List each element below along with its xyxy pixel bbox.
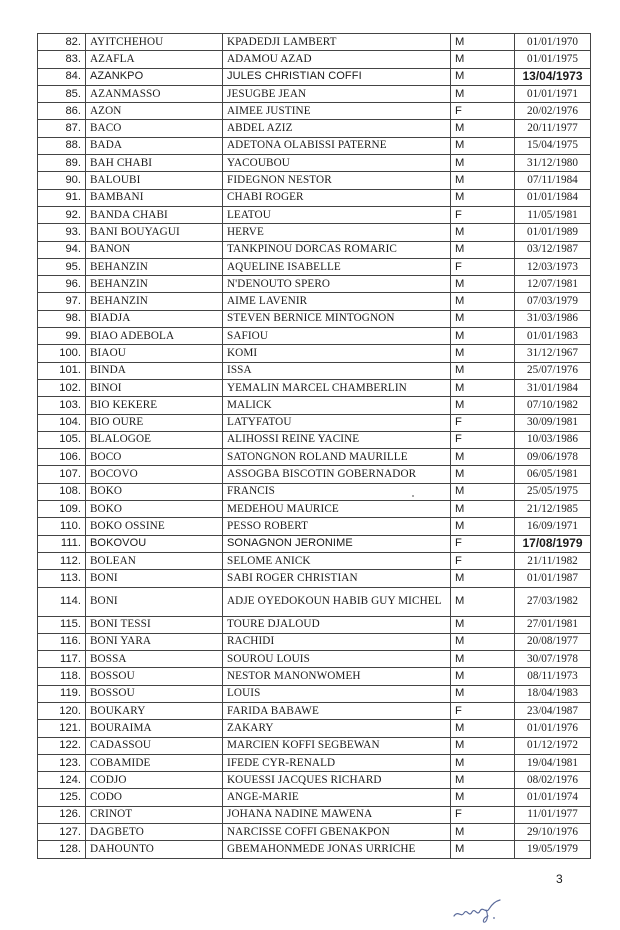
given-names-cell: NESTOR MANONWOMEH (223, 668, 451, 685)
surname-cell: AZANMASSO (86, 85, 223, 102)
row-number: 123. (38, 754, 86, 771)
given-names-cell: SELOME ANICK (223, 552, 451, 569)
row-number: 120. (38, 702, 86, 719)
birth-date-cell: 01/01/1975 (515, 51, 591, 68)
surname-cell: AZAFLA (86, 51, 223, 68)
sex-cell: M (451, 379, 515, 396)
given-names-cell: HERVE (223, 224, 451, 241)
row-number: 127. (38, 824, 86, 841)
sex-cell: F (451, 258, 515, 275)
given-names-cell: ADJE OYEDOKOUN HABIB GUY MICHEL (223, 587, 451, 616)
given-names-cell: ISSA (223, 362, 451, 379)
row-number: 122. (38, 737, 86, 754)
given-names-cell: TOURE DJALOUD (223, 616, 451, 633)
row-number: 128. (38, 841, 86, 858)
surname-cell: BONI (86, 587, 223, 616)
table-row (38, 34, 591, 51)
birth-date-cell: 31/01/1984 (515, 379, 591, 396)
sex-cell: M (451, 483, 515, 500)
given-names-cell: ASSOGBA BISCOTIN GOBERNADOR (223, 466, 451, 483)
birth-date-cell: 12/07/1981 (515, 276, 591, 293)
table-row (38, 806, 591, 823)
sex-cell: M (451, 68, 515, 85)
row-number: 101. (38, 362, 86, 379)
surname-cell: DAGBETO (86, 824, 223, 841)
table-row (38, 137, 591, 154)
surname-cell: BOKO OSSINE (86, 518, 223, 535)
table-row (38, 68, 591, 85)
row-number: 119. (38, 685, 86, 702)
table-row (38, 685, 591, 702)
given-names-cell: KOMI (223, 345, 451, 362)
row-number: 118. (38, 668, 86, 685)
given-names-cell: JULES CHRISTIAN COFFI (223, 68, 451, 85)
given-names-cell: KOUESSI JACQUES RICHARD (223, 772, 451, 789)
sex-cell: M (451, 518, 515, 535)
row-number: 100. (38, 345, 86, 362)
surname-cell: BEHANZIN (86, 293, 223, 310)
surname-cell: BACO (86, 120, 223, 137)
birth-date-cell: 06/05/1981 (515, 466, 591, 483)
sex-cell: M (451, 824, 515, 841)
table-row (38, 362, 591, 379)
given-names-cell: ALIHOSSI REINE YACINE (223, 431, 451, 448)
table-row (38, 258, 591, 275)
table-row (38, 841, 591, 858)
given-names-cell: SATONGNON ROLAND MAURILLE (223, 449, 451, 466)
birth-date-cell: 12/03/1973 (515, 258, 591, 275)
row-number: 114. (38, 587, 86, 616)
surname-cell: BANDA CHABI (86, 206, 223, 223)
surname-cell: BOKO (86, 483, 223, 500)
sex-cell: M (451, 616, 515, 633)
sex-cell: M (451, 276, 515, 293)
surname-cell: BIO OURE (86, 414, 223, 431)
given-names-cell: FIDEGNON NESTOR (223, 172, 451, 189)
row-number: 125. (38, 789, 86, 806)
given-names-cell: N'DENOUTO SPERO (223, 276, 451, 293)
surname-cell: BEHANZIN (86, 276, 223, 293)
given-names-cell: PESSO ROBERT (223, 518, 451, 535)
birth-date-cell: 27/03/1982 (515, 587, 591, 616)
table-row (38, 754, 591, 771)
birth-date-cell: 19/05/1979 (515, 841, 591, 858)
sex-cell: F (451, 702, 515, 719)
birth-date-cell: 07/10/1982 (515, 397, 591, 414)
row-number: 82. (38, 34, 86, 51)
surname-cell: BINOI (86, 379, 223, 396)
row-number: 126. (38, 806, 86, 823)
table-row (38, 535, 591, 552)
given-names-cell: STEVEN BERNICE MINTOGNON (223, 310, 451, 327)
given-names-cell: SABI ROGER CHRISTIAN (223, 570, 451, 587)
birth-date-cell: 23/04/1987 (515, 702, 591, 719)
surname-cell: BOCOVO (86, 466, 223, 483)
table-row (38, 345, 591, 362)
birth-date-cell: 30/09/1981 (515, 414, 591, 431)
surname-cell: DAHOUNTO (86, 841, 223, 858)
table-row (38, 789, 591, 806)
sex-cell: M (451, 189, 515, 206)
table-row (38, 616, 591, 633)
sex-cell: M (451, 241, 515, 258)
sex-cell: M (451, 841, 515, 858)
birth-date-cell: 10/03/1986 (515, 431, 591, 448)
surname-cell: BONI (86, 570, 223, 587)
sex-cell: M (451, 789, 515, 806)
row-number: 106. (38, 449, 86, 466)
birth-date-cell: 01/01/1987 (515, 570, 591, 587)
birth-date-cell: 31/12/1980 (515, 155, 591, 172)
row-number: 113. (38, 570, 86, 587)
given-names-cell: LOUIS (223, 685, 451, 702)
given-names-cell: CHABI ROGER (223, 189, 451, 206)
page-number: 3 (556, 872, 563, 886)
given-names-cell: YACOUBOU (223, 155, 451, 172)
roster-body (38, 34, 591, 859)
birth-date-cell: 09/06/1978 (515, 449, 591, 466)
table-row (38, 587, 591, 616)
sex-cell: M (451, 34, 515, 51)
sex-cell: M (451, 737, 515, 754)
sex-cell: M (451, 345, 515, 362)
surname-cell: CODO (86, 789, 223, 806)
sex-cell: M (451, 449, 515, 466)
row-number: 91. (38, 189, 86, 206)
sex-cell: M (451, 668, 515, 685)
given-names-cell: GBEMAHONMEDE JONAS URRICHE (223, 841, 451, 858)
table-row (38, 293, 591, 310)
row-number: 107. (38, 466, 86, 483)
given-names-cell: AQUELINE ISABELLE (223, 258, 451, 275)
sex-cell: F (451, 431, 515, 448)
given-names-cell: RACHIDI (223, 633, 451, 650)
table-row (38, 518, 591, 535)
birth-date-cell: 25/05/1975 (515, 483, 591, 500)
sex-cell: M (451, 328, 515, 345)
row-number: 99. (38, 328, 86, 345)
surname-cell: BAH CHABI (86, 155, 223, 172)
given-names-cell: ABDEL AZIZ (223, 120, 451, 137)
surname-cell: BOUKARY (86, 702, 223, 719)
row-number: 96. (38, 276, 86, 293)
row-number: 115. (38, 616, 86, 633)
birth-date-cell: 25/07/1976 (515, 362, 591, 379)
given-names-cell: SOUROU LOUIS (223, 651, 451, 668)
sex-cell: M (451, 224, 515, 241)
given-names-cell: SONAGNON JERONIME (223, 535, 451, 552)
surname-cell: BOSSA (86, 651, 223, 668)
table-row (38, 241, 591, 258)
surname-cell: BOURAIMA (86, 720, 223, 737)
given-names-cell: MALICK (223, 397, 451, 414)
table-row (38, 310, 591, 327)
birth-date-cell: 20/08/1977 (515, 633, 591, 650)
sex-cell: F (451, 414, 515, 431)
table-row (38, 720, 591, 737)
table-row (38, 737, 591, 754)
birth-date-cell: 08/02/1976 (515, 772, 591, 789)
row-number: 102. (38, 379, 86, 396)
given-names-cell: FRANCIS (223, 483, 451, 500)
surname-cell: BIAOU (86, 345, 223, 362)
row-number: 108. (38, 483, 86, 500)
table-row (38, 189, 591, 206)
surname-cell: BIADJA (86, 310, 223, 327)
sex-cell: M (451, 120, 515, 137)
table-row (38, 328, 591, 345)
table-row (38, 414, 591, 431)
given-names-cell: YEMALIN MARCEL CHAMBERLIN (223, 379, 451, 396)
table-row (38, 224, 591, 241)
given-names-cell: JOHANA NADINE MAWENA (223, 806, 451, 823)
birth-date-cell: 27/01/1981 (515, 616, 591, 633)
sex-cell: M (451, 466, 515, 483)
surname-cell: BIO KEKERE (86, 397, 223, 414)
surname-cell: BONI YARA (86, 633, 223, 650)
table-row (38, 397, 591, 414)
sex-cell: M (451, 397, 515, 414)
row-number: 95. (38, 258, 86, 275)
birth-date-cell: 01/01/1974 (515, 789, 591, 806)
row-number: 90. (38, 172, 86, 189)
row-number: 109. (38, 501, 86, 518)
surname-cell: CRINOT (86, 806, 223, 823)
sex-cell: M (451, 772, 515, 789)
table-row (38, 570, 591, 587)
row-number: 116. (38, 633, 86, 650)
roster-table (37, 33, 591, 859)
sex-cell: M (451, 651, 515, 668)
sex-cell: M (451, 310, 515, 327)
surname-cell: BONI TESSI (86, 616, 223, 633)
birth-date-cell: 21/12/1985 (515, 501, 591, 518)
given-names-cell: ADETONA OLABISSI PATERNE (223, 137, 451, 154)
table-row (38, 120, 591, 137)
sex-cell: M (451, 137, 515, 154)
sex-cell: F (451, 103, 515, 120)
sex-cell: M (451, 501, 515, 518)
row-number: 112. (38, 552, 86, 569)
given-names-cell: MEDEHOU MAURICE (223, 501, 451, 518)
table-row (38, 668, 591, 685)
table-row (38, 206, 591, 223)
birth-date-cell: 03/12/1987 (515, 241, 591, 258)
table-row (38, 379, 591, 396)
table-row (38, 483, 591, 500)
row-number: 88. (38, 137, 86, 154)
given-names-cell: SAFIOU (223, 328, 451, 345)
given-names-cell: ZAKARY (223, 720, 451, 737)
table-row (38, 501, 591, 518)
birth-date-cell: 01/01/1970 (515, 34, 591, 51)
birth-date-cell: 01/12/1972 (515, 737, 591, 754)
table-row (38, 651, 591, 668)
given-names-cell: NARCISSE COFFI GBENAKPON (223, 824, 451, 841)
birth-date-cell: 01/01/1989 (515, 224, 591, 241)
surname-cell: BOLEAN (86, 552, 223, 569)
surname-cell: BAMBANI (86, 189, 223, 206)
row-number: 117. (38, 651, 86, 668)
surname-cell: BALOUBI (86, 172, 223, 189)
birth-date-cell: 01/01/1976 (515, 720, 591, 737)
birth-date-cell: 01/01/1983 (515, 328, 591, 345)
birth-date-cell: 13/04/1973 (515, 68, 591, 85)
given-names-cell: TANKPINOU DORCAS ROMARIC (223, 241, 451, 258)
given-names-cell: MARCIEN KOFFI SEGBEWAN (223, 737, 451, 754)
sex-cell: F (451, 535, 515, 552)
birth-date-cell: 08/11/1973 (515, 668, 591, 685)
row-number: 111. (38, 535, 86, 552)
birth-date-cell: 07/03/1979 (515, 293, 591, 310)
row-number: 83. (38, 51, 86, 68)
sex-cell: M (451, 633, 515, 650)
birth-date-cell: 07/11/1984 (515, 172, 591, 189)
row-number: 85. (38, 85, 86, 102)
birth-date-cell: 11/05/1981 (515, 206, 591, 223)
sex-cell: M (451, 362, 515, 379)
sex-cell: M (451, 172, 515, 189)
surname-cell: BOSSOU (86, 668, 223, 685)
row-number: 87. (38, 120, 86, 137)
surname-cell: BOKOVOU (86, 535, 223, 552)
surname-cell: BANI BOUYAGUI (86, 224, 223, 241)
sex-cell: M (451, 570, 515, 587)
table-row (38, 103, 591, 120)
surname-cell: CODJO (86, 772, 223, 789)
sex-cell: M (451, 587, 515, 616)
table-row (38, 466, 591, 483)
birth-date-cell: 20/11/1977 (515, 120, 591, 137)
sex-cell: M (451, 51, 515, 68)
birth-date-cell: 20/02/1976 (515, 103, 591, 120)
given-names-cell: ADAMOU AZAD (223, 51, 451, 68)
surname-cell: BOKO (86, 501, 223, 518)
birth-date-cell: 21/11/1982 (515, 552, 591, 569)
table-row (38, 449, 591, 466)
given-names-cell: FARIDA BABAWE (223, 702, 451, 719)
row-number: 94. (38, 241, 86, 258)
birth-date-cell: 29/10/1976 (515, 824, 591, 841)
surname-cell: BIAO ADEBOLA (86, 328, 223, 345)
table-row (38, 155, 591, 172)
scan-speck (412, 495, 414, 497)
surname-cell: BOSSOU (86, 685, 223, 702)
row-number: 92. (38, 206, 86, 223)
table-row (38, 633, 591, 650)
given-names-cell: KPADEDJI LAMBERT (223, 34, 451, 51)
given-names-cell: LEATOU (223, 206, 451, 223)
sex-cell: M (451, 155, 515, 172)
surname-cell: BANON (86, 241, 223, 258)
sex-cell: M (451, 85, 515, 102)
given-names-cell: ANGE-MARIE (223, 789, 451, 806)
table-row (38, 772, 591, 789)
surname-cell: BADA (86, 137, 223, 154)
sex-cell: M (451, 720, 515, 737)
given-names-cell: AIMEE JUSTINE (223, 103, 451, 120)
row-number: 110. (38, 518, 86, 535)
surname-cell: BINDA (86, 362, 223, 379)
handwritten-signature (452, 896, 512, 924)
birth-date-cell: 15/04/1975 (515, 137, 591, 154)
sex-cell: M (451, 685, 515, 702)
table-row (38, 431, 591, 448)
birth-date-cell: 01/01/1984 (515, 189, 591, 206)
birth-date-cell: 31/12/1967 (515, 345, 591, 362)
table-row (38, 824, 591, 841)
row-number: 97. (38, 293, 86, 310)
row-number: 124. (38, 772, 86, 789)
birth-date-cell: 30/07/1978 (515, 651, 591, 668)
row-number: 84. (38, 68, 86, 85)
row-number: 104. (38, 414, 86, 431)
birth-date-cell: 18/04/1983 (515, 685, 591, 702)
sex-cell: M (451, 293, 515, 310)
sex-cell: M (451, 754, 515, 771)
surname-cell: AZANKPO (86, 68, 223, 85)
table-row (38, 702, 591, 719)
row-number: 89. (38, 155, 86, 172)
birth-date-cell: 16/09/1971 (515, 518, 591, 535)
table-row (38, 85, 591, 102)
surname-cell: COBAMIDE (86, 754, 223, 771)
row-number: 105. (38, 431, 86, 448)
surname-cell: BOCO (86, 449, 223, 466)
table-row (38, 552, 591, 569)
given-names-cell: IFEDE CYR-RENALD (223, 754, 451, 771)
given-names-cell: AIME LAVENIR (223, 293, 451, 310)
table-row (38, 276, 591, 293)
row-number: 86. (38, 103, 86, 120)
surname-cell: AZON (86, 103, 223, 120)
row-number: 98. (38, 310, 86, 327)
row-number: 103. (38, 397, 86, 414)
surname-cell: BLALOGOE (86, 431, 223, 448)
table-row (38, 51, 591, 68)
surname-cell: AYITCHEHOU (86, 34, 223, 51)
birth-date-cell: 19/04/1981 (515, 754, 591, 771)
sex-cell: F (451, 552, 515, 569)
birth-date-cell: 31/03/1986 (515, 310, 591, 327)
birth-date-cell: 01/01/1971 (515, 85, 591, 102)
surname-cell: CADASSOU (86, 737, 223, 754)
table-row (38, 172, 591, 189)
sex-cell: F (451, 206, 515, 223)
surname-cell: BEHANZIN (86, 258, 223, 275)
birth-date-cell: 11/01/1977 (515, 806, 591, 823)
row-number: 93. (38, 224, 86, 241)
given-names-cell: JESUGBE JEAN (223, 85, 451, 102)
birth-date-cell: 17/08/1979 (515, 535, 591, 552)
given-names-cell: LATYFATOU (223, 414, 451, 431)
row-number: 121. (38, 720, 86, 737)
sex-cell: F (451, 806, 515, 823)
